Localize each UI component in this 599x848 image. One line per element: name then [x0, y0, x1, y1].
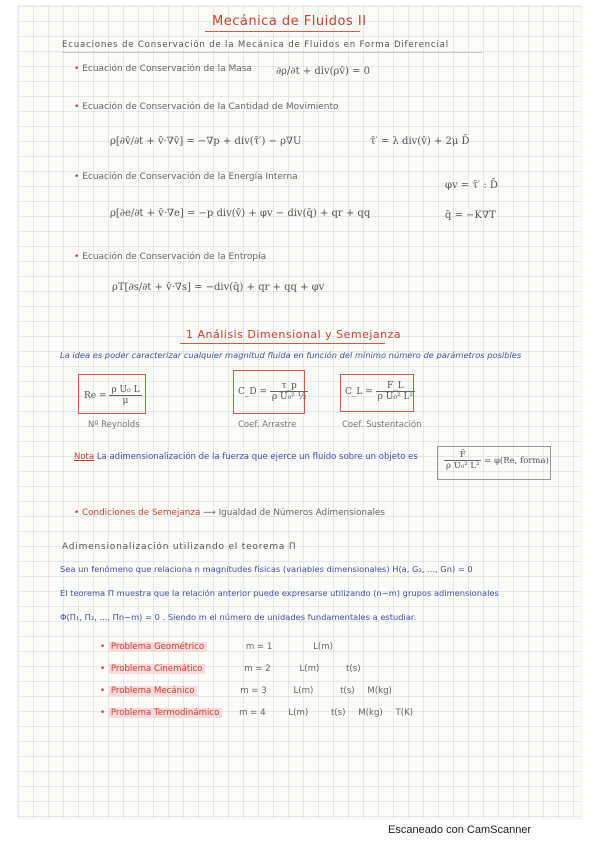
eq-momentum-stress: τ̄′ = λ div(v̄) + 2μ D̄: [370, 136, 470, 147]
lift-formula: C_L = $\frac{F\_L}{\text{ρ U₀² L²}}$: [345, 381, 414, 402]
pi-theorem-line-1: Sea un fenómeno que relaciona n magnitudes físicas (variables dimensionales) H(a, G₂, ..., Gn) = 0: [60, 564, 473, 574]
title-underline: [205, 31, 360, 32]
eq-energy-fourier: q̄ = −K∇T: [445, 210, 496, 221]
eq-energy-dissipation: φv = τ̄′ : D̄: [445, 180, 498, 191]
reynolds-caption: Nº Reynolds: [88, 420, 140, 430]
section2-heading: 1 Análisis Dimensional y Semejanza: [186, 328, 402, 341]
note: Nota La adimensionalización de la fuerza que ejerce un fluido sobre un objeto es: [74, 452, 418, 462]
problem-thermodynamic: • Problema Termodinámico m = 4 L(m) t(s) M(kg) T(K): [100, 708, 414, 718]
eq-mass: ∂ρ/∂t + div(ρv̄) = 0: [276, 66, 371, 77]
note-formula: $\frac{F̄}{\text{ρ U₀² L²}}$ = φ(Re, forma): [446, 450, 549, 471]
problem-kinematic: • Problema Cinemático m = 2 L(m) t(s): [100, 664, 361, 674]
eq-entropy: ρT[∂s/∂t + v̄·∇s] = −div(q̄) + qr + qq + φv: [112, 282, 325, 293]
similarity-conditions: • Condiciones de Semejanza ⟶ Igualdad de Números Adimensionales: [74, 508, 385, 518]
section1-underline: [62, 52, 482, 53]
section2-underline: [180, 343, 385, 344]
pi-theorem-line-2: El teorema Π muestra que la relación anterior puede expresarse utilizando (n−m) grupos adimensionales: [60, 588, 499, 598]
drag-formula: C_D = $\frac{\tau\_p}{\text{ρ U₀² ½}}$: [238, 381, 307, 402]
eq-energy-label: • Ecuación de Conservación de la Energía Interna: [74, 172, 298, 182]
drag-caption: Coef. Arrastre: [238, 420, 297, 430]
eq-momentum: ρ[∂v̄/∂t + v̄·∇v̄] = −∇p + div(τ̄′) − ρ∇U: [110, 136, 302, 147]
scanner-watermark: Escaneado con CamScanner: [388, 824, 532, 836]
eq-momentum-label: • Ecuación de Conservación de la Cantidad de Movimiento: [74, 102, 339, 112]
lift-caption: Coef. Sustentación: [342, 420, 422, 430]
reynolds-formula: Re = $\frac{\text{ρ U₀ L}}{\mu}$: [84, 385, 140, 406]
pi-theorem-line-3: Φ(Π₁, Π₂, ..., Πn−m) = 0 . Siendo m el número de unidades fundamentales a estudiar.: [60, 612, 417, 622]
section2-intro: La idea es poder caracterizar cualquier magnitud fluida en función del mínimo número de parámetros posibles: [60, 350, 522, 360]
page-title: Mecánica de Fluidos II: [212, 14, 367, 29]
problem-geometric: • Problema Geométrico m = 1 L(m): [100, 642, 333, 652]
problem-mechanical: • Problema Mecánico m = 3 L(m) t(s) M(kg): [100, 686, 392, 696]
eq-energy: ρ[∂e/∂t + v̄·∇e] = −p div(v̄) + φv − div(q̄) + qr + qq: [110, 208, 371, 219]
arrow-icon: ⟶: [203, 508, 216, 518]
section1-heading: Ecuaciones de Conservación de la Mecánica de Fluidos en Forma Diferencial: [62, 40, 449, 50]
note-label: Nota: [74, 452, 95, 462]
section3-heading: Adimensionalización utilizando el teorema Π: [62, 542, 297, 552]
eq-entropy-label: • Ecuación de Conservación de la Entropía: [74, 252, 267, 262]
eq-mass-label: • Ecuación de Conservación de la Masa: [74, 64, 252, 74]
